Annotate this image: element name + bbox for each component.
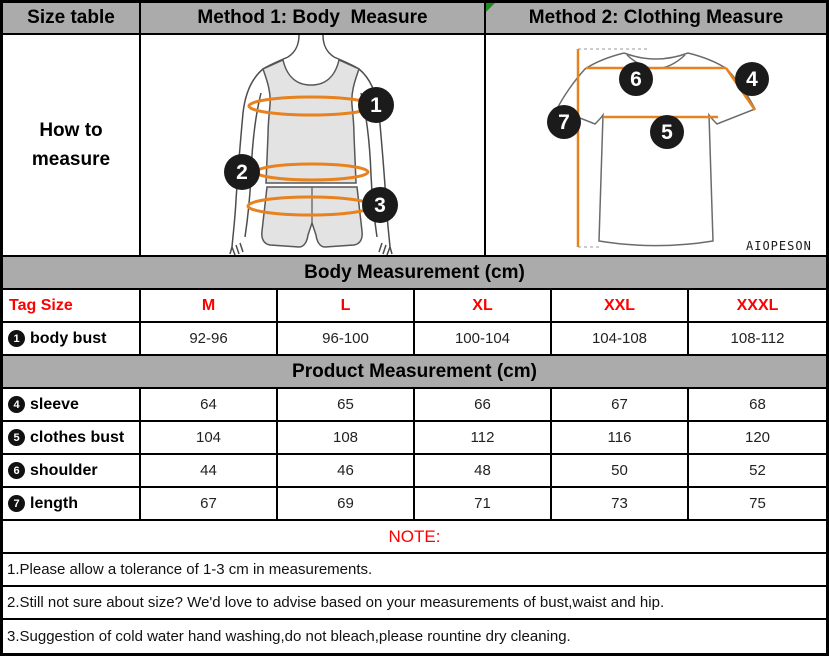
size-col-m: M xyxy=(141,290,278,321)
length-xxxl: 75 xyxy=(749,495,766,512)
body-measure-illustration xyxy=(141,35,486,255)
body-bust-l: 96-100 xyxy=(278,323,415,354)
body-bust-xl: 100-104 xyxy=(415,323,552,354)
marker-2-label: 2 xyxy=(236,161,248,184)
size-col-xl: XL xyxy=(415,290,552,321)
clothes-bust-m: 104 xyxy=(141,422,278,453)
note-row-3 xyxy=(3,620,826,653)
circled-4-icon: 4 xyxy=(8,396,25,413)
body-figure-svg xyxy=(141,35,484,255)
body-bust-label: 1 body bust xyxy=(3,323,141,354)
length-xl: 71 xyxy=(415,488,552,519)
clothes-bust-l: 108 xyxy=(278,422,415,453)
table-row-body-bust xyxy=(3,323,826,356)
clothes-bust-label: 5 clothes bust xyxy=(3,422,141,453)
sleeve-xxl: 67 xyxy=(552,389,689,420)
method2-header-label: Method 2: Clothing Measure xyxy=(528,7,784,28)
note-title: NOTE: xyxy=(388,526,441,546)
note-row-2 xyxy=(3,587,826,620)
shoulder-l: 46 xyxy=(278,455,415,486)
table-row-clothes-bust xyxy=(3,422,826,455)
marker-4-label: 4 xyxy=(746,68,758,91)
note-item-2: 2.Still not sure about size? We'd love to advise based on your measurements of bust,waist and hip. xyxy=(7,594,665,611)
sleeve-xxxl: 68 xyxy=(749,396,766,413)
note-item-1: 1.Please allow a tolerance of 1-3 cm in measurements. xyxy=(7,561,373,578)
circled-7-icon: 7 xyxy=(8,495,25,512)
body-measurement-title: Body Measurement (cm) xyxy=(3,257,826,288)
product-measurement-title: Product Measurement (cm) xyxy=(3,356,826,387)
how-to-measure-label xyxy=(3,35,141,255)
sleeve-l: 65 xyxy=(278,389,415,420)
tshirt-outline xyxy=(557,53,755,246)
length-l: 69 xyxy=(278,488,415,519)
illustration-row xyxy=(3,35,826,257)
sleeve-m: 64 xyxy=(141,389,278,420)
clothing-measure-illustration xyxy=(486,35,826,255)
size-col-l: L xyxy=(278,290,415,321)
length-xxl: 73 xyxy=(552,488,689,519)
note-row-1 xyxy=(3,554,826,587)
body-bust-xxl: 104-108 xyxy=(552,323,689,354)
table-row-sleeve xyxy=(3,389,826,422)
body-bust-xxxl: 108-112 xyxy=(730,330,785,347)
shoulder-label: 6 shoulder xyxy=(3,455,141,486)
method1-header: Method 1: Body Measure xyxy=(141,3,486,33)
shoulder-xxl: 50 xyxy=(552,455,689,486)
clothes-bust-xxxl: 120 xyxy=(744,429,771,446)
clothes-bust-xl: 112 xyxy=(415,422,552,453)
circled-5-icon: 5 xyxy=(8,429,25,446)
how-to-line2: measure xyxy=(31,149,111,170)
clothes-bust-xxl: 116 xyxy=(552,422,689,453)
shoulder-xl: 48 xyxy=(415,455,552,486)
marker-5-label: 5 xyxy=(661,121,673,144)
length-label: 7 length xyxy=(3,488,141,519)
circled-6-icon: 6 xyxy=(8,462,25,479)
table-row-length xyxy=(3,488,826,521)
circled-1-icon: 1 xyxy=(8,330,25,347)
shoulder-xxxl: 52 xyxy=(749,462,766,479)
brand-label: AIOPESON xyxy=(746,239,812,253)
tag-size-label: Tag Size xyxy=(3,290,141,321)
note-item-3: 3.Suggestion of cold water hand washing,do not bleach,please rountine dry cleaning. xyxy=(7,628,571,645)
shoulder-m: 44 xyxy=(141,455,278,486)
tag-size-row xyxy=(3,290,826,323)
body-bust-m: 92-96 xyxy=(141,323,278,354)
marker-6-label: 6 xyxy=(630,68,642,91)
marker-7-label: 7 xyxy=(558,111,570,134)
body-measurement-section xyxy=(3,257,826,290)
table-row-shoulder xyxy=(3,455,826,488)
marker-1-label: 1 xyxy=(370,94,382,117)
top-header-row xyxy=(3,3,826,35)
sleeve-label: 4 sleeve xyxy=(3,389,141,420)
method2-header xyxy=(486,3,826,33)
marker-3-label: 3 xyxy=(374,194,386,217)
comment-flag-icon xyxy=(486,3,495,12)
size-table-header: Size table xyxy=(3,3,141,33)
note-title-row xyxy=(3,521,826,554)
tshirt-figure-svg xyxy=(486,35,826,255)
size-col-xxl: XXL xyxy=(552,290,689,321)
how-to-line1: How to xyxy=(39,119,103,141)
product-measurement-section xyxy=(3,356,826,389)
sleeve-xl: 66 xyxy=(415,389,552,420)
size-col-xxxl: XXXL xyxy=(736,296,779,314)
length-m: 67 xyxy=(141,488,278,519)
